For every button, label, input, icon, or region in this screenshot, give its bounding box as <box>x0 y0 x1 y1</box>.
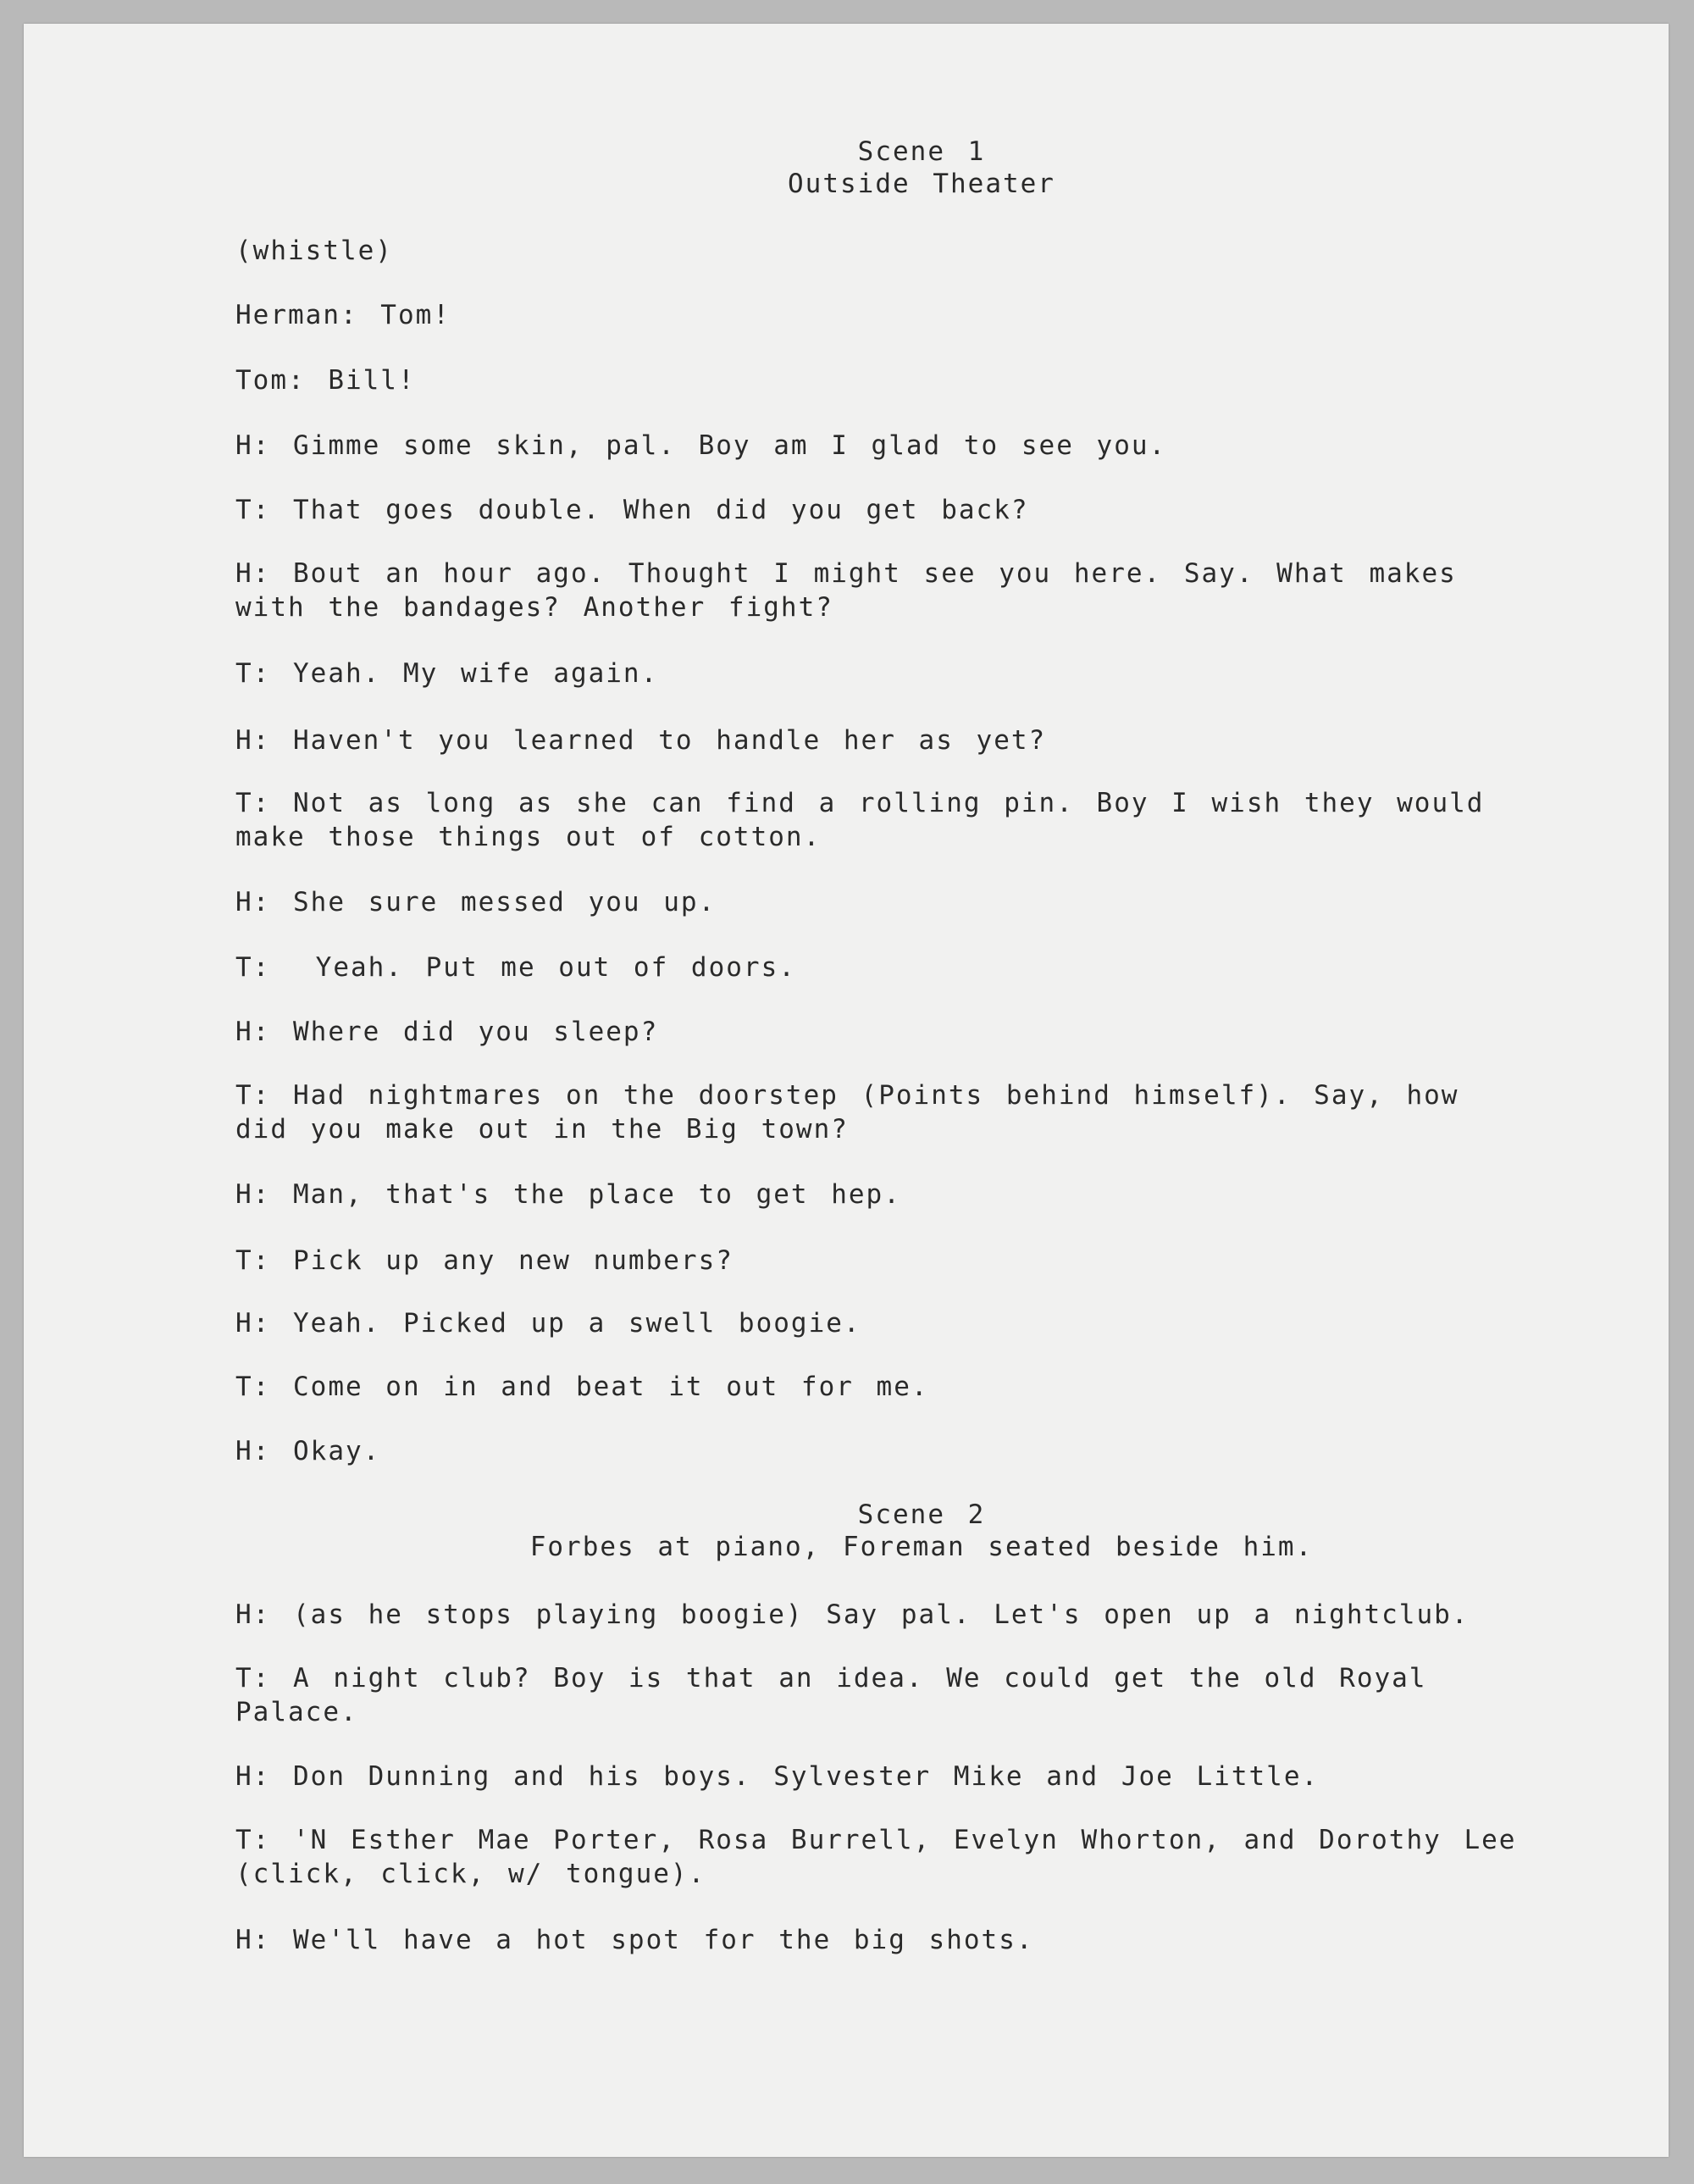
dialogue-line: T: Not as long as she can find a rolling pin. Boy I wish they would <box>235 788 1485 818</box>
dialogue-line: H: (as he stops playing boogie) Say pal. Let's open up a nightclub. <box>235 1599 1470 1630</box>
dialogue-line: H: Where did you sleep? <box>235 1017 659 1047</box>
dialogue-line: T: Pick up any new numbers? <box>235 1245 734 1276</box>
dialogue-line: H: Yeah. Picked up a swell boogie. <box>235 1308 861 1339</box>
dialogue-line: T: Come on in and beat it out for me. <box>235 1372 929 1402</box>
stage-direction: (whistle) <box>235 236 393 266</box>
dialogue-line: H: Bout an hour ago. Thought I might see you here. Say. What makes <box>235 558 1457 589</box>
dialogue-line: H: We'll have a hot spot for the big shots. <box>235 1925 1034 1955</box>
dialogue-line-continued: with the bandages? Another fight? <box>235 592 833 623</box>
scene-2-setting: Forbes at piano, Foreman seated beside him. <box>529 1532 1314 1562</box>
dialogue-line: T: A night club? Boy is that an idea. We could get the old Royal <box>235 1663 1427 1693</box>
dialogue-line: H: Haven't you learned to handle her as yet? <box>235 725 1047 756</box>
dialogue-line: H: Gimme some skin, pal. Boy am I glad to see you. <box>235 430 1167 461</box>
dialogue-line: Tom: Bill! <box>235 365 416 396</box>
dialogue-line: T: Had nightmares on the doorstep (Points behind himself). Say, how <box>235 1080 1459 1111</box>
scene-2-title: Scene 2 <box>857 1499 986 1530</box>
dialogue-line: Herman: Tom! <box>235 300 451 330</box>
dialogue-line-continued: did you make out in the Big town? <box>235 1114 849 1145</box>
dialogue-line-continued: Palace. <box>235 1697 358 1727</box>
scene-1-heading <box>235 136 1608 200</box>
dialogue-line: T: That goes double. When did you get back? <box>235 495 1029 525</box>
scene-1-setting: Outside Theater <box>788 169 1055 199</box>
scene-1-title: Scene 1 <box>857 136 986 167</box>
dialogue-line: T: Yeah. My wife again. <box>235 658 659 689</box>
dialogue-line-continued: make those things out of cotton. <box>235 822 822 852</box>
dialogue-line: H: Man, that's the place to get hep. <box>235 1179 901 1210</box>
dialogue-line: T: 'N Esther Mae Porter, Rosa Burrell, Evelyn Whorton, and Dorothy Lee <box>235 1825 1517 1855</box>
dialogue-line: T: Yeah. Put me out of doors. <box>235 952 796 983</box>
dialogue-line-continued: (click, click, w/ tongue). <box>235 1859 706 1889</box>
dialogue-line: H: She sure messed you up. <box>235 887 717 917</box>
dialogue-line: H: Okay. <box>235 1436 381 1466</box>
scene-2-heading <box>235 1499 1608 1563</box>
dialogue-line: H: Don Dunning and his boys. Sylvester Mike and Joe Little. <box>235 1761 1320 1792</box>
